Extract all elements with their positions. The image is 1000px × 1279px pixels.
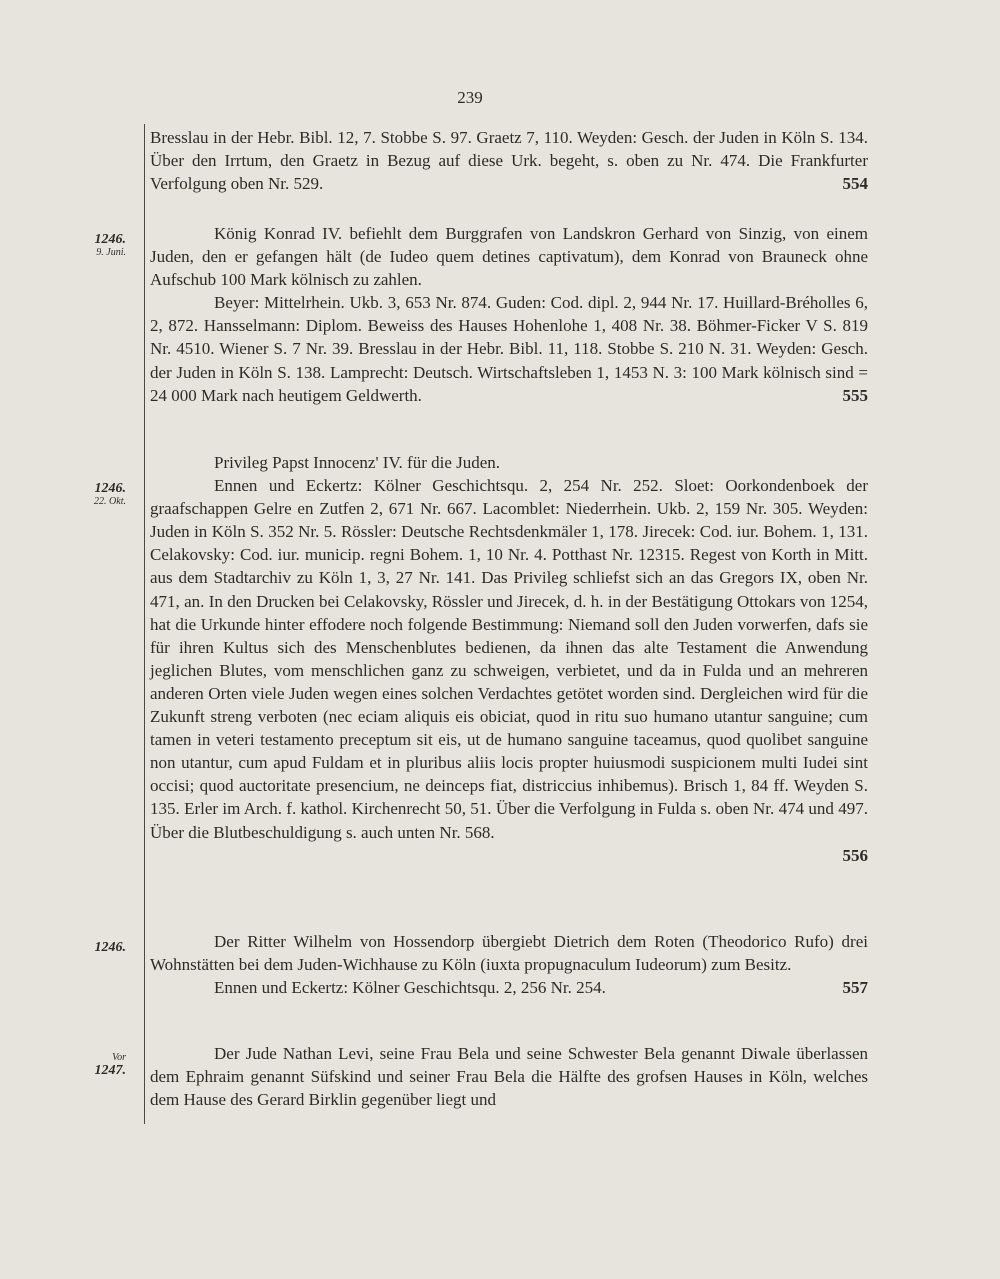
margin-date-557 — [62, 941, 126, 955]
entry-554-body: Bresslau in der Hebr. Bibl. 12, 7. Stobbe S. 97. Graetz 7, 110. Weyden: Gesch. der Juden in Köln S. 134. Über den Irrtum, den Graetz in Bezug auf diese Urk. begeht, s. oben zu Nr. 474. Die Frankfurter Verfolgung oben Nr. 529. — [150, 128, 868, 194]
margin-year: 1246. — [94, 232, 126, 247]
entry-557-refs — [150, 976, 868, 999]
entry-557-refs-text: Ennen und Eckertz: Kölner Geschichtsqu. 2, 256 Nr. 254. — [214, 978, 606, 998]
entry-557-summary: Der Ritter Wilhelm von Hossendorp übergiebt Dietrich dem Roten (Theodorico Rufo) drei Wohnstätten bei dem Juden-Wichhause zu Köln (iuxta propugnaculum Iudeorum) zum Besitz. — [150, 932, 868, 975]
margin-date-558 — [62, 1052, 126, 1078]
entry-556-refs: Ennen und Eckertz: Kölner Geschichtsqu. 2, 254 Nr. 252. Sloet: Oorkondenboek der graafschappen Gelre en Zutfen 2, 671 Nr. 667. Lacomblet: Niederrhein. Ukb. 2, 159 Nr. 305. Weyden: Juden in Köln S. 352 Nr. 5. Rössler: Deutsche Rechtsdenkmäler 1, 178. Jirecek: Cod. iur. Bohem. 1, 131. Celakovsky: Cod. iur. municip. regni Bohem. 1, 10 Nr. 4. Potthast Nr. 12315. Regest von Korth in Mitt. aus dem Stadtarchiv zu Köln 1, 3, 27 Nr. 141. Das Privileg schliefst sich an das Gregors IX, oben Nr. 471, an. In den Drucken bei Celakovsky, Rössler und Jirecek, d. h. in der Bestätigung Ottokars von 1254, hat die Urkunde hinter effodere noch folgende Bestimmung: Niemand soll den Juden vorwerfen, dafs sie für ihren Kultus sich des Menschenblutes bedienen, da ihnen das alte Testament die Anwendung jeglichen Blutes, vom menschlichen ganz zu schweigen, verbietet, und da in Fulda und an mehreren anderen Orten viele Juden wegen eines solchen Verdachtes getötet worden sind. Dergleichen wird für die Zukunft streng verboten (nec eciam aliquis eis obiciat, quod in ritu suo humano utantur sanguine; cum tamen in veteri testamento preceptum sit eis, ut de humano sanguine taceamus, quod quolibet sanguine non utantur, cum apud Fuldam et in pluribus aliis locis propter huiusmodi suspicionem multi Iudei sint occisi; quod auctoritate presencium, ne deinceps fiat, districcius inhibemus). Brisch 1, 84 ff. Weyden S. 135. Erler im Arch. f. kathol. Kirchenrecht 50, 51. Über die Verfolgung in Fulda s. oben Nr. 474 und 497. Über die Blutbeschuldigung s. auch unten Nr. 568. — [150, 476, 868, 842]
margin-date-556 — [62, 482, 126, 508]
margin-day: 9. Juni. — [96, 247, 126, 258]
entry-556 — [150, 451, 868, 867]
entry-557 — [150, 930, 868, 999]
entry-555-refs — [150, 291, 868, 406]
entry-555-refs-text: Beyer: Mittelrhein. Ukb. 3, 653 Nr. 874. Guden: Cod. dipl. 2, 944 Nr. 17. Huillard-Bréholles 6, 2, 872. Hansselmann: Diplom. Beweiss des Hauses Hohenlohe 1, 408 Nr. 38. Böhmer-Ficker V S. 819 Nr. 4510. Wiener S. 7 Nr. 39. Bresslau in der Hebr. Bibl. 11, 118. Stobbe S. 210 N. 31. Weyden: Gesch. der Juden in Köln S. 138. Lamprecht: Deutsch. Wirtschaftsleben 1, 1453 N. 3: 100 Mark kölnisch sind = 24 000 Mark nach heutigem Geldwerth. — [150, 293, 868, 405]
entry-558 — [150, 1042, 868, 1111]
entry-558-summary: Der Jude Nathan Levi, seine Frau Bela und seine Schwester Bela genannt Diwale überlassen dem Ephraim genannt Süfskind und seiner Frau Bela die Hälfte des grofsen Hauses in Köln, welches dem Hause des Gerard Birklin gegenüber liegt und — [150, 1044, 868, 1110]
entry-554 — [150, 126, 868, 195]
entry-number-555: 555 — [842, 385, 868, 405]
entry-number-554: 554 — [842, 174, 868, 194]
entry-number-557: 557 — [842, 978, 868, 998]
entry-556-summary: Privileg Papst Innocenz' IV. für die Juden. — [214, 453, 501, 472]
entry-number-556: 556 — [842, 845, 868, 865]
margin-rule — [144, 124, 145, 1124]
margin-year: 1247. — [94, 1063, 126, 1078]
entry-555-summary: König Konrad IV. befiehlt dem Burggrafen von Landskron Gerhard von Sinzig, von einem Juden, den er gefangen hält (de Iudeo quem detines captivatum), dem Konrad von Brauneck ohne Aufschub 100 Mark kölnisch zu zahlen. — [150, 224, 868, 290]
margin-year: 1246. — [94, 481, 126, 496]
margin-day: 22. Okt. — [94, 496, 126, 507]
margin-pre: Vor — [112, 1052, 126, 1063]
page-number: 239 — [457, 88, 483, 107]
entry-555 — [150, 222, 868, 407]
margin-year: 1246. — [94, 940, 126, 955]
margin-date-555 — [62, 233, 126, 259]
entry-554-text — [150, 126, 868, 195]
